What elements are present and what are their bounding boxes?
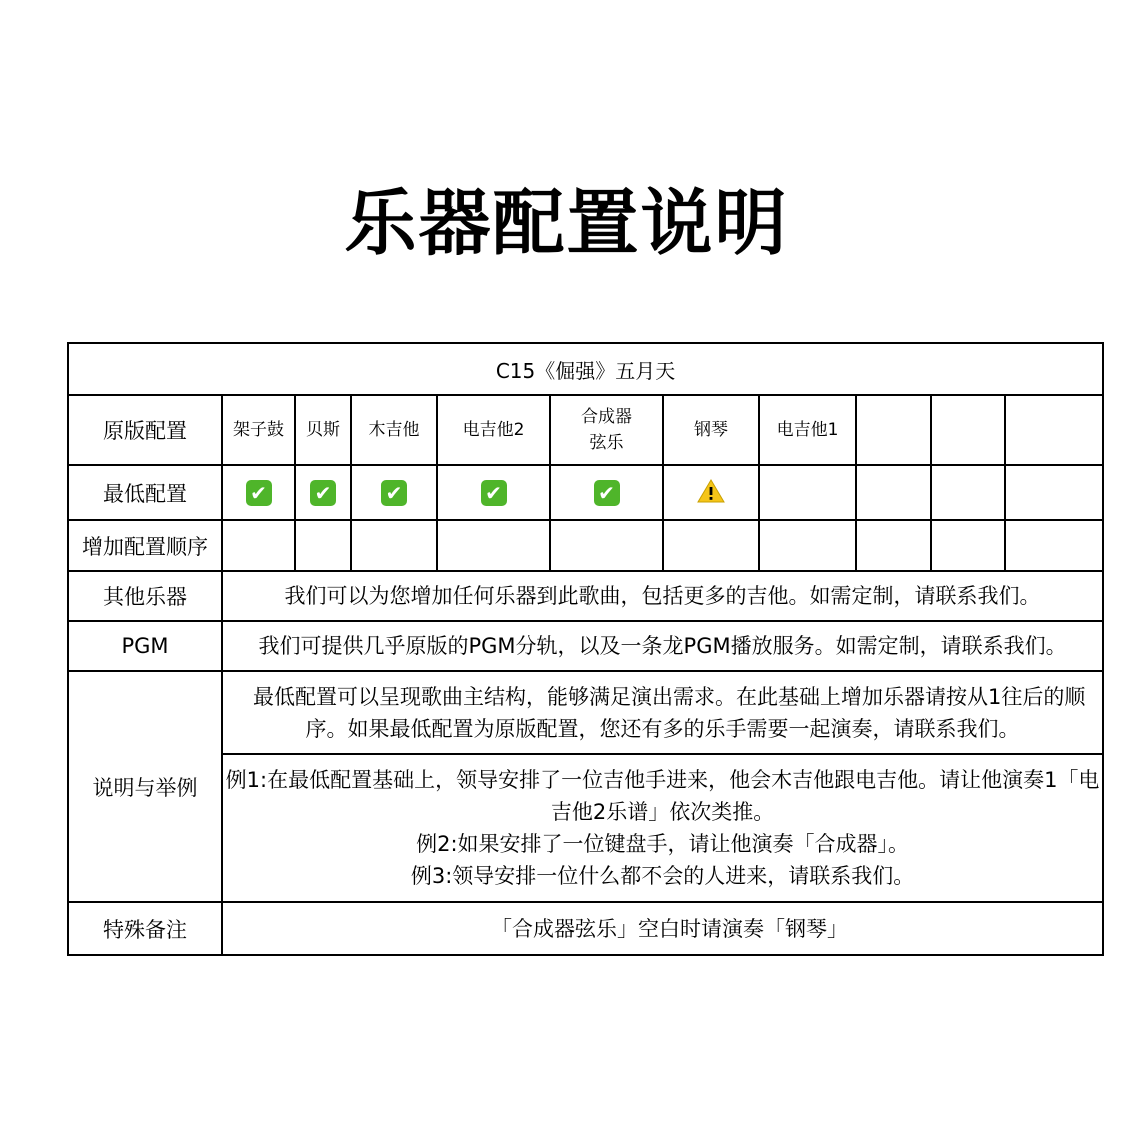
minimum-cell	[295, 465, 351, 520]
song-title: C15《倔强》五月天	[68, 343, 1103, 395]
order-cell	[550, 520, 663, 571]
special-text: 「合成器弦乐」空白时请演奏「钢琴」	[222, 902, 1103, 955]
minimum-cell	[663, 465, 759, 520]
instrument-cell	[759, 395, 856, 465]
instrument-name: 架子鼓	[233, 420, 284, 440]
explain-text: 最低配置可以呈现歌曲主结构，能够满足演出需求。在此基础上增加乐器请按从1往后的顺序。如果最低配置为原版配置，您还有多的乐手需要一起演奏，请联系我们。	[222, 671, 1103, 754]
instrument-cell	[1005, 395, 1103, 465]
order-cell	[931, 520, 1005, 571]
order-cell	[759, 520, 856, 571]
order-cell	[663, 520, 759, 571]
minimum-cell	[931, 465, 1005, 520]
instrument-name: 钢琴	[694, 420, 728, 440]
row-label-pgm: PGM	[68, 621, 222, 671]
warning-icon	[697, 479, 725, 503]
minimum-cell	[222, 465, 295, 520]
instrument-name: 木吉他	[368, 420, 420, 440]
example-3: 例3:领导安排一位什么都不会的人进来，请联系我们。	[410, 864, 915, 888]
row-label-original: 原版配置	[68, 395, 222, 465]
config-table	[67, 342, 1104, 956]
examples-cell	[222, 754, 1103, 902]
instrument-cell	[295, 395, 351, 465]
order-cell	[437, 520, 550, 571]
minimum-cell	[1005, 465, 1103, 520]
instrument-cell	[351, 395, 437, 465]
row-label-minimum: 最低配置	[68, 465, 222, 520]
minimum-cell	[550, 465, 663, 520]
checkmark-icon: ✔	[381, 480, 407, 506]
instrument-cell	[550, 395, 663, 465]
checkmark-icon: ✔	[594, 480, 620, 506]
order-cell	[856, 520, 931, 571]
checkmark-icon: ✔	[481, 480, 507, 506]
example-1: 例1:在最低配置基础上，领导安排了一位吉他手进来，他会木吉他跟电吉他。请让他演奏1「电吉他2乐谱」依次类推。	[225, 768, 1100, 824]
order-cell	[1005, 520, 1103, 571]
minimum-cell	[437, 465, 550, 520]
minimum-cell	[759, 465, 856, 520]
instrument-name: 电吉他1	[776, 420, 839, 440]
minimum-cell	[856, 465, 931, 520]
minimum-cell	[351, 465, 437, 520]
checkmark-icon: ✔	[310, 480, 336, 506]
instrument-name: 弦乐	[589, 433, 624, 453]
instrument-name: 合成器	[581, 407, 632, 427]
instrument-cell	[931, 395, 1005, 465]
order-cell	[295, 520, 351, 571]
pgm-text: 我们可提供几乎原版的PGM分轨，以及一条龙PGM播放服务。如需定制，请联系我们。	[222, 621, 1103, 671]
instrument-cell	[856, 395, 931, 465]
instrument-name: 贝斯	[306, 420, 340, 440]
order-cell	[222, 520, 295, 571]
row-label-special: 特殊备注	[68, 902, 222, 955]
instrument-name: 电吉他2	[462, 420, 525, 440]
example-2: 例2:如果安排了一位键盘手，请让他演奏「合成器」。	[416, 832, 910, 856]
instrument-cell	[663, 395, 759, 465]
row-label-explain: 说明与举例	[68, 671, 222, 902]
row-label-order: 增加配置顺序	[68, 520, 222, 571]
page-title: 乐器配置说明	[344, 181, 789, 265]
checkmark-icon: ✔	[246, 480, 272, 506]
other-text: 我们可以为您增加任何乐器到此歌曲，包括更多的吉他。如需定制，请联系我们。	[222, 571, 1103, 621]
instrument-cell	[222, 395, 295, 465]
order-cell	[351, 520, 437, 571]
instrument-cell	[437, 395, 550, 465]
row-label-other: 其他乐器	[68, 571, 222, 621]
